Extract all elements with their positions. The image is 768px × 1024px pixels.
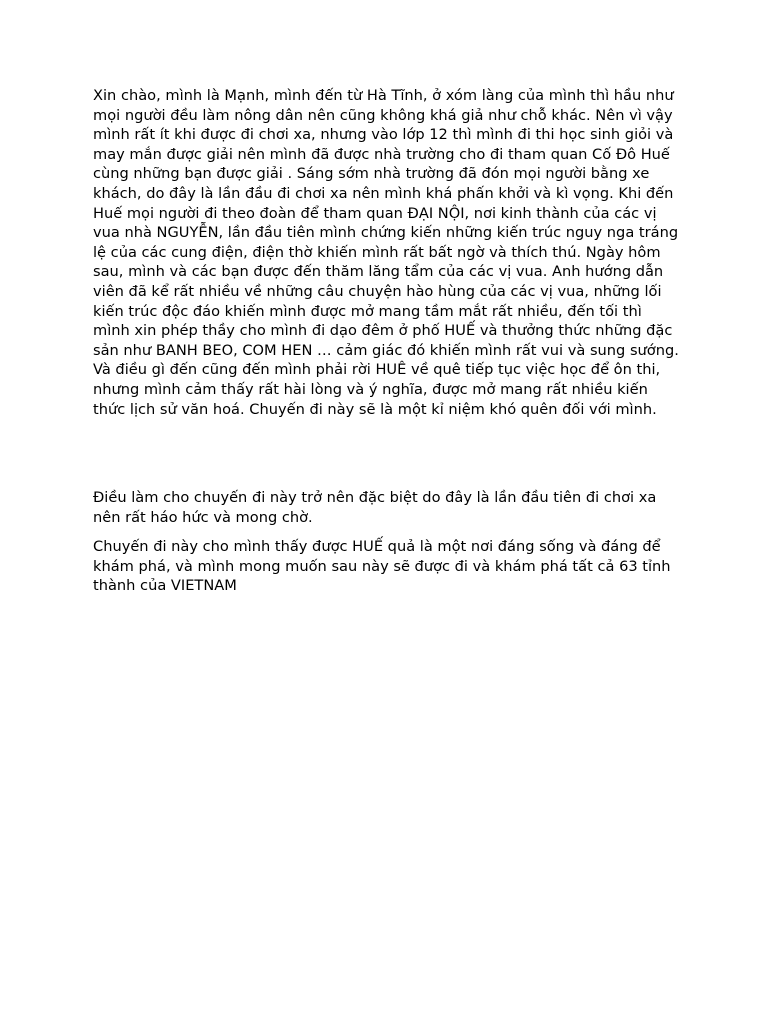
paragraph-special-reason: Điều làm cho chuyến đi này trở nên đặc biệt do đây là lần đầu tiên đi chơi xa nên rất háo hức và mong chờ.: [93, 489, 661, 526]
document-body: [93, 86, 683, 596]
paragraph-trip-story: Xin chào, mình là Mạnh, mình đến từ Hà Tĩnh, ở xóm làng của mình thì hầu như mọi người đều làm nông dân nên cũng không khá giả như chỗ khác. Nên vì vậy mình rất ít khi được đi chơi xa, nhưng vào lớp 12 thì mình đi thi học sinh giỏi và may mắn được giải nên mình đã được nhà trường cho đi tham quan Cố Đô Huế cùng những bạn được giải . Sáng sớm nhà trường đã đón mọi người bằng xe khách, do đây là lần đầu đi chơi xa nên mình khá phấn khởi và kì vọng. Khi đến Huế mọi người đi theo đoàn để tham quan ĐẠI NỘI, nơi kinh thành của các vị vua nhà NGUYỄN, lần đầu tiên mình chứng kiến những kiến trúc nguy nga tráng lệ của các cung điện, điện thờ khiến mình rất bất ngờ và thích thú. Ngày hôm sau, mình và các bạn được đến thăm lăng tẩm của các vị vua. Anh hướng dẫn viên đã kể rất nhiều về những câu chuyện hào hùng của các vị vua, những lối kiến trúc độc đáo khiến mình được mở mang tầm mắt rất nhiều, đến tối thì mình xin phép thầy cho mình đi dạo đêm ở phố HUẾ và thưởng thức những đặc sản như BANH BEO, COM HEN … cảm giác đó khiến mình rất vui và sung sướng. Và điều gì đến cũng đến mình phải rời HUÊ về quê tiếp tục việc học để ôn thi, nhưng mình cảm thấy rất hài lòng và ý nghĩa, được mở mang rất nhiều kiến thức lịch sử văn hoá. Chuyến đi này sẽ là một kỉ niệm khó quên đối với mình.: [93, 87, 684, 418]
paragraph-conclusion: Chuyến đi này cho mình thấy được HUẾ quả là một nơi đáng sống và đáng để khám phá, và mình mong muốn sau này sẽ được đi và khám phá tất cả 63 tỉnh thành của VIETNAM: [93, 538, 676, 595]
